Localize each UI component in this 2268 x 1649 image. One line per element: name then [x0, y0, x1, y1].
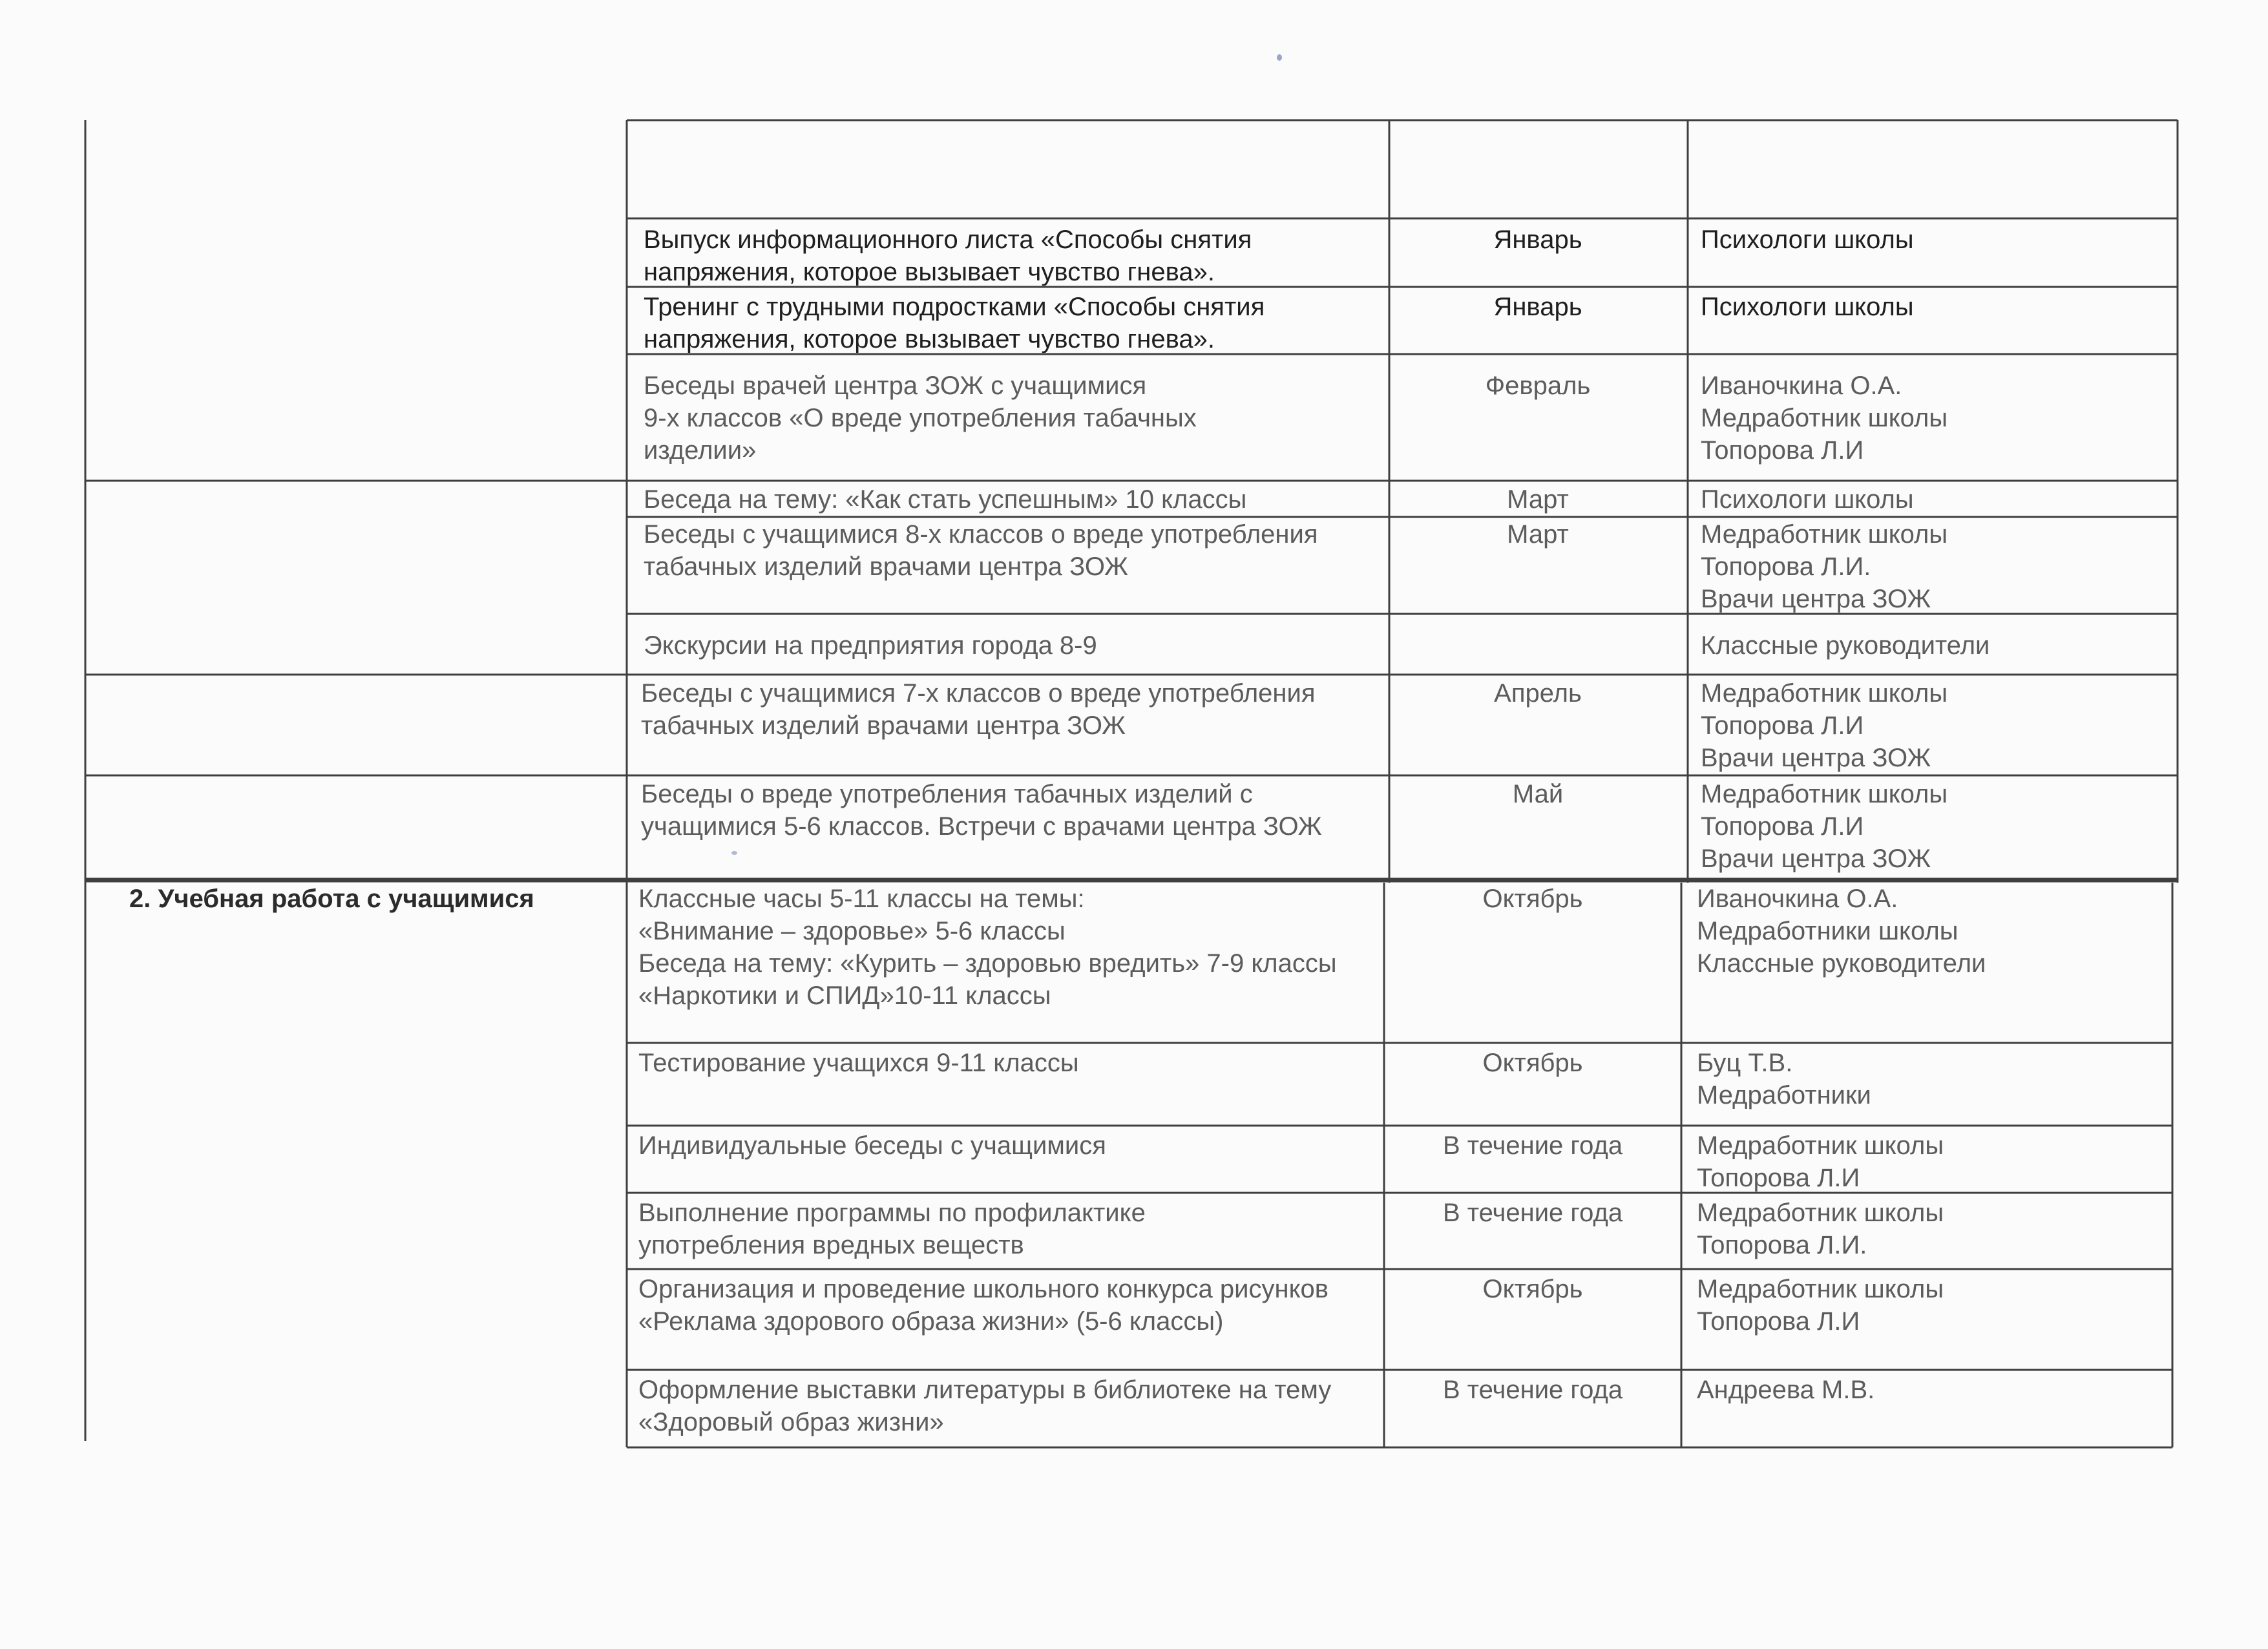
- table-cell-term: [1389, 629, 1686, 668]
- table-cell-term: В течение года: [1442, 1131, 1623, 1160]
- table-cell-responsible: Медработник школы Топорова Л.И Врачи центра ЗОЖ: [1701, 679, 1948, 772]
- table-cell-term: Март: [1507, 485, 1569, 514]
- table-cell-responsible: Иваночкина О.А. Медработники школы Классные руководители: [1697, 885, 1986, 978]
- table-cell-term: Январь: [1493, 293, 1582, 321]
- table-cell-responsible: Медработник школы Топорова Л.И.: [1697, 1199, 1944, 1259]
- table-cell-activity: Беседы с учащимися 8-х классов о вреде употребления табачных изделий врачами центра ЗОЖ: [644, 520, 1318, 581]
- table-cell-activity: Организация и проведение школьного конкурса рисунков «Реклама здорового образа жизни» (5-6 классы): [638, 1275, 1329, 1336]
- table-cell-term: В течение года: [1442, 1199, 1623, 1227]
- table-cell-activity: Беседы о вреде употребления табачных изделий с учащимися 5-6 классов. Встречи с врачами центра ЗОЖ: [641, 780, 1322, 841]
- table-cell-responsible: Медработник школы Топорова Л.И: [1697, 1275, 1944, 1336]
- table-cell-activity: Выполнение программы по профилактике употребления вредных веществ: [638, 1199, 1146, 1259]
- table-cell-responsible: Медработник школы Топорова Л.И: [1697, 1131, 1944, 1192]
- table-cell-activity: Выпуск информационного листа «Способы снятия напряжения, которое вызывает чувство гнева».: [644, 226, 1252, 286]
- table-cell-responsible: Классные руководители: [1701, 631, 1990, 660]
- table-cell-term: Октябрь: [1482, 885, 1583, 913]
- table-cell-activity: Классные часы 5-11 классы на темы: «Внимание – здоровье» 5-6 классы Беседа на тему: «Курить – здоровью вредить» 7-9 классы «Наркотики и СПИД»10-11 классы: [638, 885, 1337, 1010]
- table-cell-responsible: Буц Т.В. Медработники: [1697, 1049, 1871, 1109]
- table-cell-term: Май: [1512, 780, 1564, 808]
- table-cell-responsible: Психологи школы: [1701, 226, 1914, 254]
- table-cell-term: Март: [1507, 520, 1569, 549]
- table-cell-term: Октябрь: [1482, 1275, 1583, 1303]
- table-cell-responsible: Иваночкина О.А. Медработник школы Топорова Л.И: [1701, 372, 1948, 465]
- table-cell-activity: Индивидуальные беседы с учащимися: [638, 1131, 1106, 1160]
- table-cell-responsible: Психологи школы: [1701, 293, 1914, 321]
- table-cell-term: Апрель: [1494, 679, 1582, 708]
- table-cell-activity: Оформление выставки литературы в библиотеке на тему «Здоровый образ жизни»: [638, 1376, 1332, 1436]
- table-cell-activity: Экскурсии на предприятия города 8-9: [644, 631, 1097, 660]
- table-cell-responsible: Психологи школы: [1701, 485, 1914, 514]
- table-cell-term: Январь: [1493, 226, 1582, 254]
- table-cell-responsible: Андреева М.В.: [1697, 1376, 1875, 1404]
- table-cell-activity: Тестирование учащихся 9-11 классы: [638, 1049, 1079, 1077]
- table-cell-activity: Беседа на тему: «Как стать успешным» 10 классы: [644, 485, 1247, 514]
- table-cell-activity: Беседы с учащимися 7-х классов о вреде употребления табачных изделий врачами центра ЗОЖ: [641, 679, 1316, 740]
- section-title: 2. Учебная работа с учащимися: [129, 885, 534, 913]
- table-cell-term: Октябрь: [1482, 1049, 1583, 1077]
- table-cell-term: В течение года: [1442, 1376, 1623, 1404]
- table-cell-term: Февраль: [1485, 372, 1591, 400]
- table-cell-activity: Беседы врачей центра ЗОЖ с учащимися 9-х классов «О вреде употребления табачных изделии»: [644, 372, 1197, 465]
- table-cell-responsible: Медработник школы Топорова Л.И Врачи центра ЗОЖ: [1701, 780, 1948, 873]
- table-cell-responsible: Медработник школы Топорова Л.И. Врачи центра ЗОЖ: [1701, 520, 1948, 613]
- table-cell-activity: Тренинг с трудными подростками «Способы снятия напряжения, которое вызывает чувство гнева».: [644, 293, 1265, 353]
